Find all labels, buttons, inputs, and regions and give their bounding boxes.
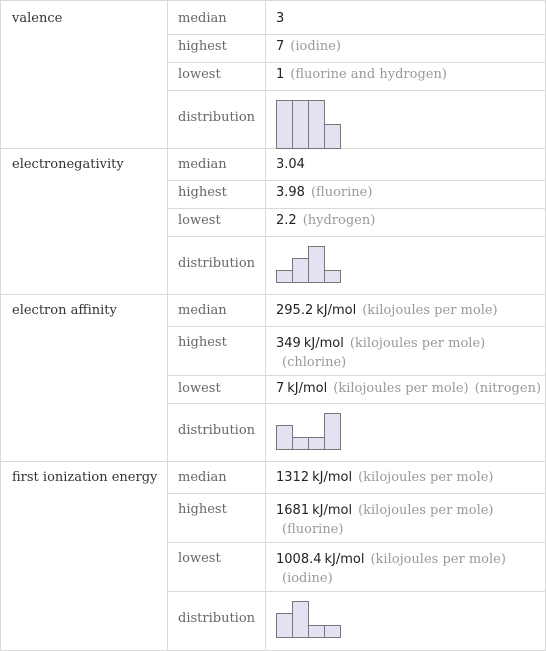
value-number: 1312 [276,470,310,485]
row-separator [167,326,546,327]
histogram-bar [292,258,309,283]
value-number: 2.2 [276,213,297,228]
value-number: 3.98 [276,185,305,200]
group-name-valence: valence [12,11,63,26]
valence-highest-value [276,37,341,56]
row-label-median: median [178,11,227,26]
value-note: (fluorine) [310,185,373,200]
value-unit: kJ/mol [324,552,365,567]
value-unit: kJ/mol [312,503,353,518]
row-label-highest: highest [178,39,227,54]
electron-affinity-median-value [276,301,498,320]
histogram-bar [324,270,341,283]
value-unit: kJ/mol [303,336,344,351]
value-note: (fluorine and hydrogen) [290,67,447,82]
table-border-top [0,0,546,1]
value-note: (iodine) [282,571,333,586]
histogram-bar [292,601,309,638]
value-number: 295.2 [276,303,314,318]
electronegativity-median-value [276,155,305,174]
group-separator [0,148,546,149]
row-label-median: median [178,157,227,172]
row-separator [167,34,546,35]
value-unit-name: (kilojoules per mole) [362,303,498,318]
histogram-bar [308,625,325,638]
valence-median-value [276,9,284,28]
value-note: (iodine) [290,39,341,54]
row-label-median: median [178,470,227,485]
row-separator [167,62,546,63]
row-separator [167,493,546,494]
value-unit: kJ/mol [312,470,353,485]
value-number: 1681 [276,503,310,518]
row-label-highest: highest [178,335,227,350]
row-label-highest: highest [178,502,227,517]
ionization-median-value [276,468,494,487]
row-label-lowest: lowest [178,381,221,396]
row-label-distribution: distribution [178,256,256,271]
histogram-bar [276,425,293,450]
histogram-bar [308,246,325,283]
histogram-bar [308,100,325,149]
histogram-bar [324,124,341,149]
group-separator [0,294,546,295]
value-unit-name: (kilojoules per mole) [358,470,494,485]
value-unit-name: (kilojoules per mole) [370,552,506,567]
row-separator [167,403,546,404]
electron-affinity-distribution-histogram [276,413,341,450]
histogram-bar [324,413,341,450]
electron-affinity-highest-value [276,334,516,372]
valence-lowest-value [276,65,447,84]
value-unit: kJ/mol [316,303,357,318]
value-note: (chlorine) [282,355,347,370]
group-name-electron-affinity: electron affinity [12,303,117,318]
histogram-bar [276,270,293,283]
electronegativity-highest-value [276,183,372,202]
histogram-bar [276,613,293,638]
row-separator [167,90,546,91]
row-label-lowest: lowest [178,213,221,228]
value-number: 3.04 [276,157,305,172]
histogram-bar [292,100,309,149]
value-unit-name: (kilojoules per mole) [333,381,469,396]
group-name-first-ionization-energy: first ionization energy [12,470,158,485]
ionization-lowest-value [276,550,516,588]
histogram-bar [292,437,309,450]
row-separator [167,180,546,181]
value-note: (hydrogen) [302,213,376,228]
electron-affinity-lowest-value [276,379,541,398]
row-separator [167,591,546,592]
row-label-highest: highest [178,185,227,200]
value-note: (nitrogen) [474,381,542,396]
row-separator [167,208,546,209]
row-separator [167,542,546,543]
row-separator [167,236,546,237]
row-label-distribution: distribution [178,110,256,125]
histogram-bar [276,100,293,149]
row-label-lowest: lowest [178,551,221,566]
ionization-highest-value [276,501,516,539]
value-unit-name: (kilojoules per mole) [349,336,486,351]
ionization-distribution-histogram [276,601,341,638]
row-label-distribution: distribution [178,423,256,438]
group-name-electronegativity: electronegativity [12,157,124,172]
row-label-lowest: lowest [178,67,221,82]
row-label-median: median [178,303,227,318]
value-number: 1008.4 [276,552,322,567]
value-number: 349 [276,336,301,351]
value-number: 3 [276,11,285,26]
electronegativity-distribution-histogram [276,246,341,283]
table-border-left [0,0,1,651]
valence-distribution-histogram [276,100,341,149]
value-number: 1 [276,67,285,82]
value-unit-name: (kilojoules per mole) [358,503,494,518]
value-number: 7 [276,39,285,54]
value-number: 7 [276,381,285,396]
histogram-bar [308,437,325,450]
row-label-distribution: distribution [178,611,256,626]
value-note: (fluorine) [282,522,344,537]
histogram-bar [324,625,341,638]
group-separator [0,461,546,462]
electronegativity-lowest-value [276,211,375,230]
row-separator [167,375,546,376]
value-unit: kJ/mol [287,381,328,396]
